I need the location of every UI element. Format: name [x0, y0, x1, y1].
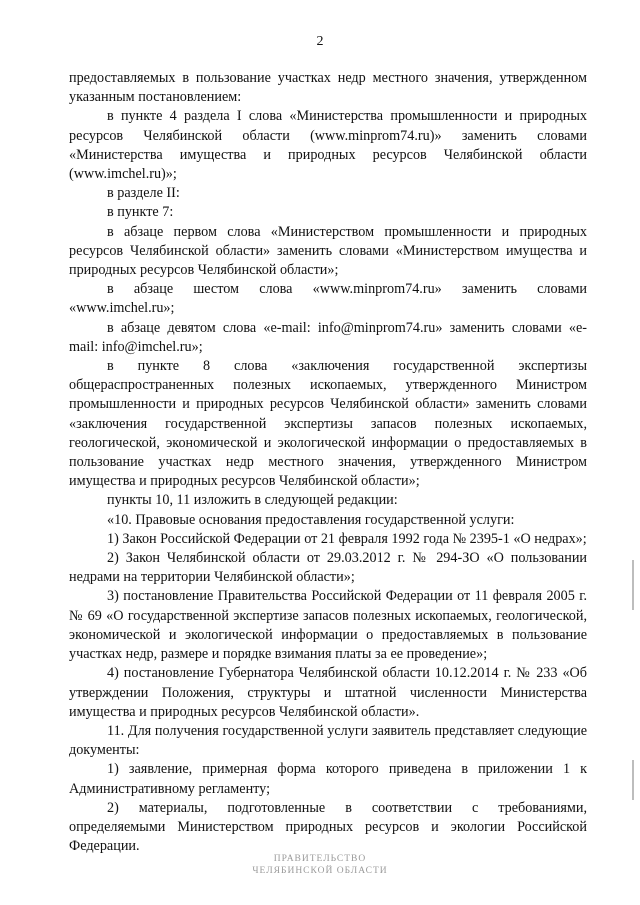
paragraph: в разделе II: — [107, 185, 180, 202]
paragraph: 2) Закон Челябинской области от 29.03.2012 г. № 294-ЗО «О пользовании недрами на территории Челябинской области»; — [69, 550, 587, 586]
paragraph: 11. Для получения государственной услуги заявитель представляет следующие документы: — [69, 722, 587, 759]
footer-line-1: ПРАВИТЕЛЬСТВО — [273, 854, 367, 864]
paragraph: «10. Правовые основания предоставления государственной услуги: — [107, 511, 515, 528]
paragraph-continuation: предоставляемых в пользование участках недр местного значения, утвержденном указанным постановлением: — [69, 70, 587, 106]
paragraph: пункты 10, 11 изложить в следующей редакции: — [107, 492, 398, 509]
paragraph: в абзаце первом слова «Министерством промышленности и природных ресурсов Челябинской области» заменить словами «Министерством имущества и природных ресурсов Челябинской области»; — [69, 223, 587, 279]
paragraph: в пункте 7: — [107, 204, 174, 221]
scan-margin-mark — [632, 560, 634, 610]
paragraph: 1) Закон Российской Федерации от 21 февраля 1992 года № 2395-1 «О недрах»; — [107, 530, 587, 547]
footer-watermark — [0, 853, 640, 877]
scan-margin-mark — [632, 760, 634, 800]
footer-line-2: ЧЕЛЯБИНСКОЙ ОБЛАСТИ — [252, 866, 388, 876]
page-number: 2 — [316, 34, 324, 49]
paragraph: 4) постановление Губернатора Челябинской области 10.12.2014 г. № 233 «Об утверждении Положения, структуры и штатной численности Министерства имущества и природных ресурсов Челябинской области». — [69, 665, 587, 720]
paragraph: в абзаце девятом слова «e-mail: info@minprom74.ru» заменить словами «e-mail: info@imchel.ru»; — [69, 319, 587, 355]
paragraph: в абзаце шестом слова «www.minprom74.ru» заменить словами «www.imchel.ru»; — [69, 281, 587, 317]
document-body — [69, 69, 587, 856]
paragraph: 3) постановление Правительства Российской Федерации от 11 февраля 2005 г. № 69 «О государственной экспертизе запасов полезных ископаемых, геологической, экономической и экологической информации о предоставляемых в пользование участках недр, размере и порядке взимания платы за ее проведение»; — [69, 588, 587, 663]
paragraph: 2) материалы, подготовленные в соответствии с требованиями, определяемыми Министерством природных ресурсов и экологии Российской Федерации. — [69, 799, 587, 855]
paragraph: в пункте 8 слова «заключения государственной экспертизы общераспространенных полезных ископаемых, утвержденного Министром промышленности и природных ресурсов Челябинской области» заменить словами «заключения государственной экспертизы запасов полезных ископаемых, геологической, экономической и экологической информации о предоставляемых в пользование участках недр местного значения, утвержденного Министром имущества и природных ресурсов Челябинской области»; — [69, 358, 587, 490]
paragraph: 1) заявление, примерная форма которого приведена в приложении 1 к Административному регламенту; — [69, 761, 587, 797]
paragraph: в пункте 4 раздела I слова «Министерства промышленности и природных ресурсов Челябинской области (www.minprom74.ru)» заменить словами «Министерства имущества и природных ресурсов Челябинской области (www.imchel.ru)»; — [69, 108, 587, 183]
